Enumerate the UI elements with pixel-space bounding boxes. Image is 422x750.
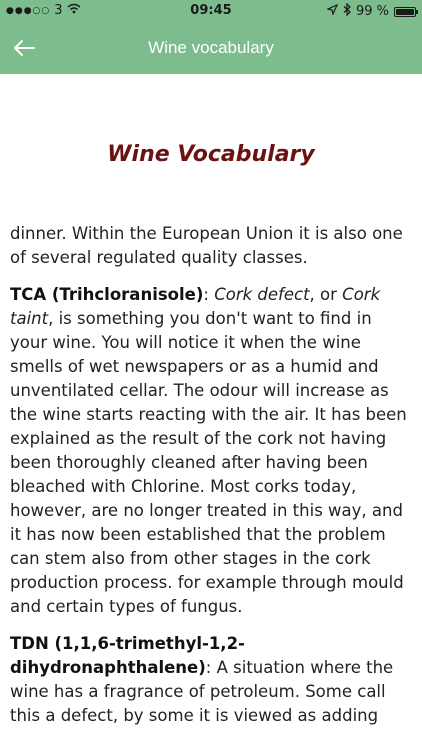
entry-description: dinner. Within the European Union it is also one of several regulated quality classes.	[10, 224, 403, 267]
entry-emphasis: Cork defect	[214, 285, 310, 304]
entry-description: A situation where the wine has a fragrance of petroleum. Some call this a defect, by some it is viewed as adding	[10, 658, 394, 725]
vocabulary-entry-tdn	[10, 632, 412, 728]
entry-term: TDN (1,1,6-trimethyl-1,2-dihydronaphthalene)	[10, 634, 245, 677]
signal-strength-icon: ●●●○○	[6, 5, 51, 16]
vocabulary-entry-continued	[10, 222, 412, 270]
entry-separator: :	[203, 285, 215, 304]
battery-percentage: 99 %	[355, 4, 389, 19]
entry-emphasis: Cork taint	[10, 285, 381, 328]
battery-level-fill	[396, 9, 414, 15]
entry-description: , is something you don't want to find in your wine. You will notice it when the wine smells of wet newspapers or as a humid and unventilated cellar. The odour will increase as the wine starts reacting with the air. It has been explained as the result of the cork not having been thoroughly cleaned after having been bleached with Chlorine. Most corks today, however, are no longer treated in this way, and it has now been established that the problem can stem also from other stages in the cork production process. for example through mould and certain types of fungus.	[10, 309, 407, 616]
content-scroll-area[interactable]	[0, 74, 422, 750]
status-bar	[0, 0, 422, 22]
entry-term: TCA (Trihcloranisole)	[10, 285, 204, 304]
status-right	[327, 3, 416, 20]
bluetooth-icon	[343, 3, 351, 20]
entry-separator: :	[205, 658, 217, 677]
nav-title: Wine vocabulary	[148, 38, 274, 57]
navigation-bar	[0, 22, 422, 74]
vocabulary-entry-tca	[10, 283, 412, 619]
vocabulary-text	[10, 222, 412, 741]
status-time: 09:45	[190, 3, 232, 18]
location-icon	[327, 4, 338, 19]
battery-icon	[394, 7, 416, 17]
page-title: Wine Vocabulary	[107, 142, 315, 167]
carrier-name: 3	[54, 3, 63, 18]
entry-connector: , or	[309, 285, 343, 304]
